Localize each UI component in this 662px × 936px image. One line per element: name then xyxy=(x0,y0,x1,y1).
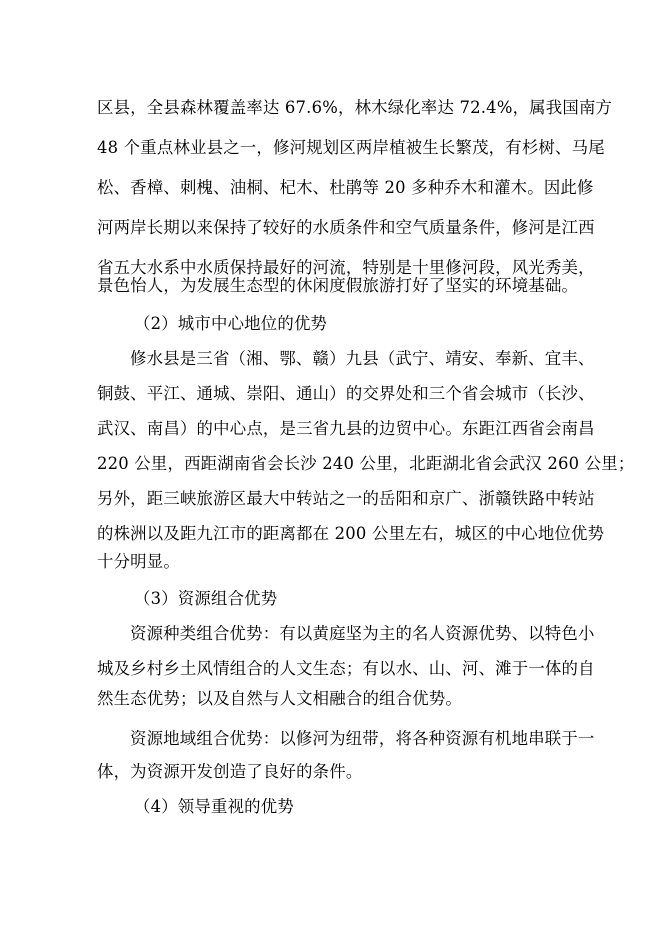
paragraph-line: 河两岸长期以来保持了较好的水质条件和空气质量条件，修河是江西 xyxy=(97,218,595,237)
paragraph-line: 景色怡人，为发展生态型的休闲度假旅游打好了坚实的环境基础。 xyxy=(97,276,579,295)
paragraph-line: 武汉、南昌）的中心点，是三省九县的边贸中心。东距江西省会南昌 xyxy=(97,419,595,438)
paragraph-line: 修水县是三省（湘、鄂、赣）九县（武宁、靖安、奉新、宜丰、 xyxy=(130,349,595,368)
paragraph-line: 松、香樟、刺槐、油桐、杞木、杜鹃等 20 多种乔木和灌木。因此修 xyxy=(97,178,594,197)
section-heading-3: （3）资源组合优势 xyxy=(134,589,278,608)
section-heading-2: （2）城市中心地位的优势 xyxy=(134,314,328,333)
paragraph-line: 220 公里，西距湖南省会长沙 240 公里，北距湖北省会武汉 260 公里； xyxy=(97,454,635,473)
paragraph-line: 资源种类组合优势：有以黄庭坚为主的名人资源优势、以特色小 xyxy=(130,624,595,643)
paragraph-line: 体，为资源开发创造了良好的条件。 xyxy=(97,762,363,781)
section-heading-4: （4）领导重视的优势 xyxy=(134,797,294,816)
paragraph-line: 区县，全县森林覆盖率达 67.6%，林木绿化率达 72.4%，属我国南方 xyxy=(97,98,613,117)
paragraph-line: 十分明显。 xyxy=(97,552,180,571)
paragraph-line: 另外，距三峡旅游区最大中转站之一的岳阳和京广、浙赣铁路中转站 xyxy=(97,489,595,508)
paragraph-line: 城及乡村乡土风情组合的人文生态；有以水、山、河、滩于一体的自 xyxy=(97,659,595,678)
paragraph-line: 48 个重点林业县之一，修河规划区两岸植被生长繁茂，有杉树、马尾 xyxy=(97,138,605,157)
paragraph-line: 省五大水系中水质保持最好的河流，特别是十里修河段，风光秀美， xyxy=(97,258,595,277)
paragraph-line: 的株洲以及距九江市的距离都在 200 公里左右，城区的中心地位优势 xyxy=(97,524,605,543)
paragraph-line: 然生态优势；以及自然与人文相融合的组合优势。 xyxy=(97,689,462,708)
paragraph-line: 资源地域组合优势：以修河为纽带，将各种资源有机地串联于一 xyxy=(130,729,595,748)
paragraph-line: 铜鼓、平江、通城、崇阳、通山）的交界处和三个省会城市（长沙、 xyxy=(97,384,595,403)
